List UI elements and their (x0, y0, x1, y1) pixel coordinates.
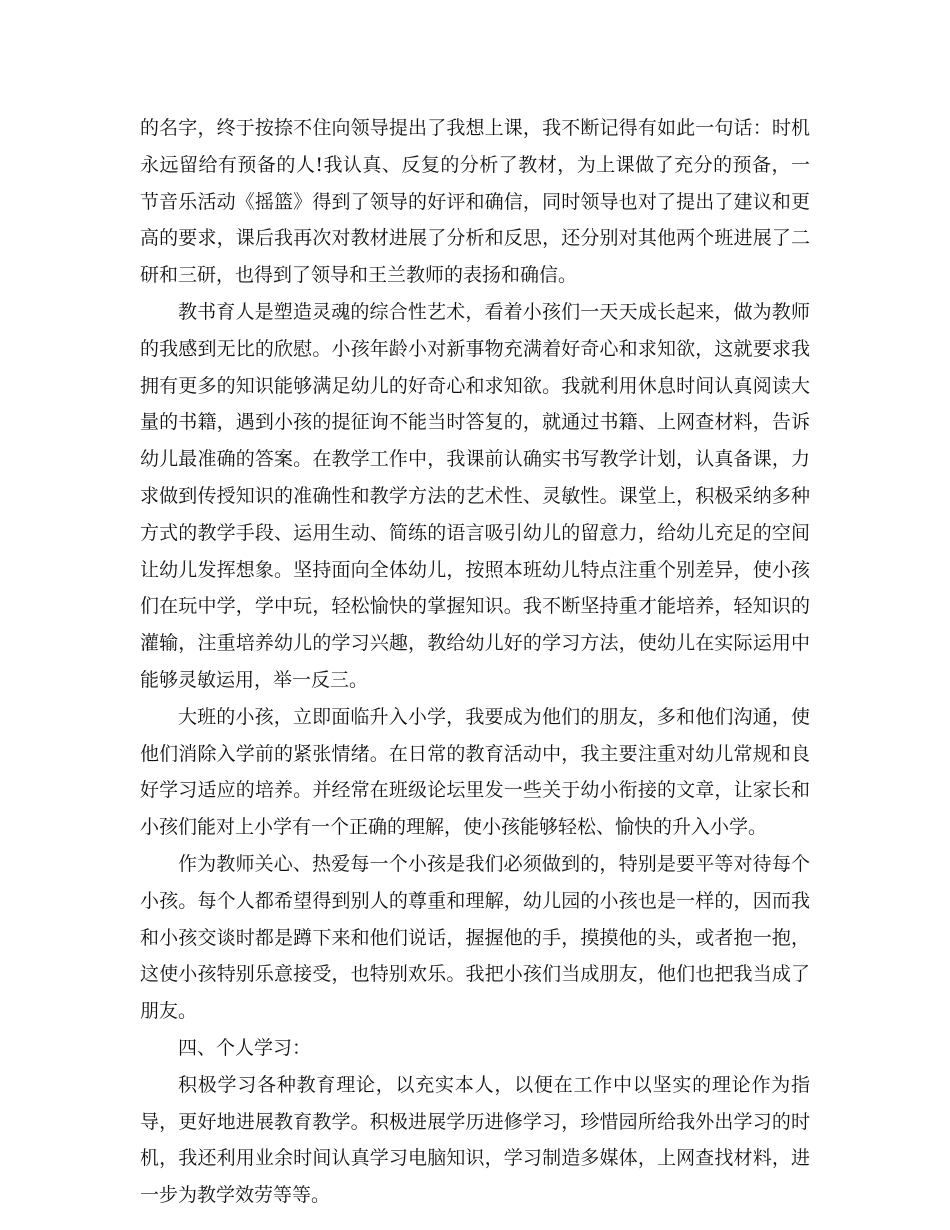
document-body (140, 110, 810, 1214)
section-heading: 四、个人学习： (178, 1036, 312, 1059)
paragraph-transition-to-school: 大班的小孩，立即面临升入小学，我要成为他们的朋友，多和他们沟通，使他们消除入学前的紧张情绪。在日常的教育活动中，我主要注重对幼儿常规和良好学习适应的培养。并经常在班级论坛里发一些关于幼小衔接的文章，让家长和小孩们能对上小学有一个正确的理解，使小孩能够轻松、愉快的升入小学。 (140, 705, 810, 839)
paragraph-teaching: 教书育人是塑造灵魂的综合性艺术，看着小孩们一天天成长起来，做为教师的我感到无比的欣慰。小孩年龄小对新事物充满着好奇心和求知欲，这就要求我拥有更多的知识能够满足幼儿的好奇心和求知欲。我就利用休息时间认真阅读大量的书籍，遇到小孩的提征询不能当时答复的，就通过书籍、上网查材料，告诉幼儿最准确的答案。在教学工作中，我课前认确实书写教学计划，认真备课，力求做到传授知识的准确性和教学方法的艺术性、灵敏性。课堂上，积极采纳多种方式的教学手段、运用生动、简练的语言吸引幼儿的留意力，给幼儿充足的空间让幼儿发挥想象。坚持面向全体幼儿，按照本班幼儿特点注重个别差异，使小孩们在玩中学，学中玩，轻松愉快的掌握知识。我不断坚持重才能培养，轻知识的灌输，注重培养幼儿的学习兴趣，教给幼儿好的学习方法，使幼儿在实际运用中能够灵敏运用，举一反三。 (140, 300, 810, 691)
paragraph-continued: 的名字，终于按捺不住向领导提出了我想上课，我不断记得有如此一句话：时机永远留给有预备的人!我认真、反复的分析了教材，为上课做了充分的预备，一节音乐活动《摇篮》得到了领导的好评和确信，同时领导也对了提出了建议和更高的要求，课后我再次对教材进展了分析和反思，还分别对其他两个班进展了二研和三研，也得到了领导和王兰教师的表扬和确信。 (140, 117, 810, 287)
paragraph-personal-study: 积极学习各种教育理论，以充实本人，以便在工作中以坚实的理论作为指导，更好地进展教育教学。积极进展学历进修学习，珍惜园所给我外出学习的时机，我还利用业余时间认真学习电脑知识，学习制造多媒体，上网查找材料，进一步为教学效劳等等。 (140, 1073, 810, 1207)
paragraph-care-for-children: 作为教师关心、热爱每一个小孩是我们必须做到的，特别是要平等对待每个小孩。每个人都希望得到别人的尊重和理解，幼儿园的小孩也是一样的，因而我和小孩交谈时都是蹲下来和他们说话，握握他的手，摸摸他的头，或者抱一抱，这使小孩特别乐意接受，也特别欢乐。我把小孩们当成朋友，他们也把我当成了朋友。 (140, 852, 810, 1023)
